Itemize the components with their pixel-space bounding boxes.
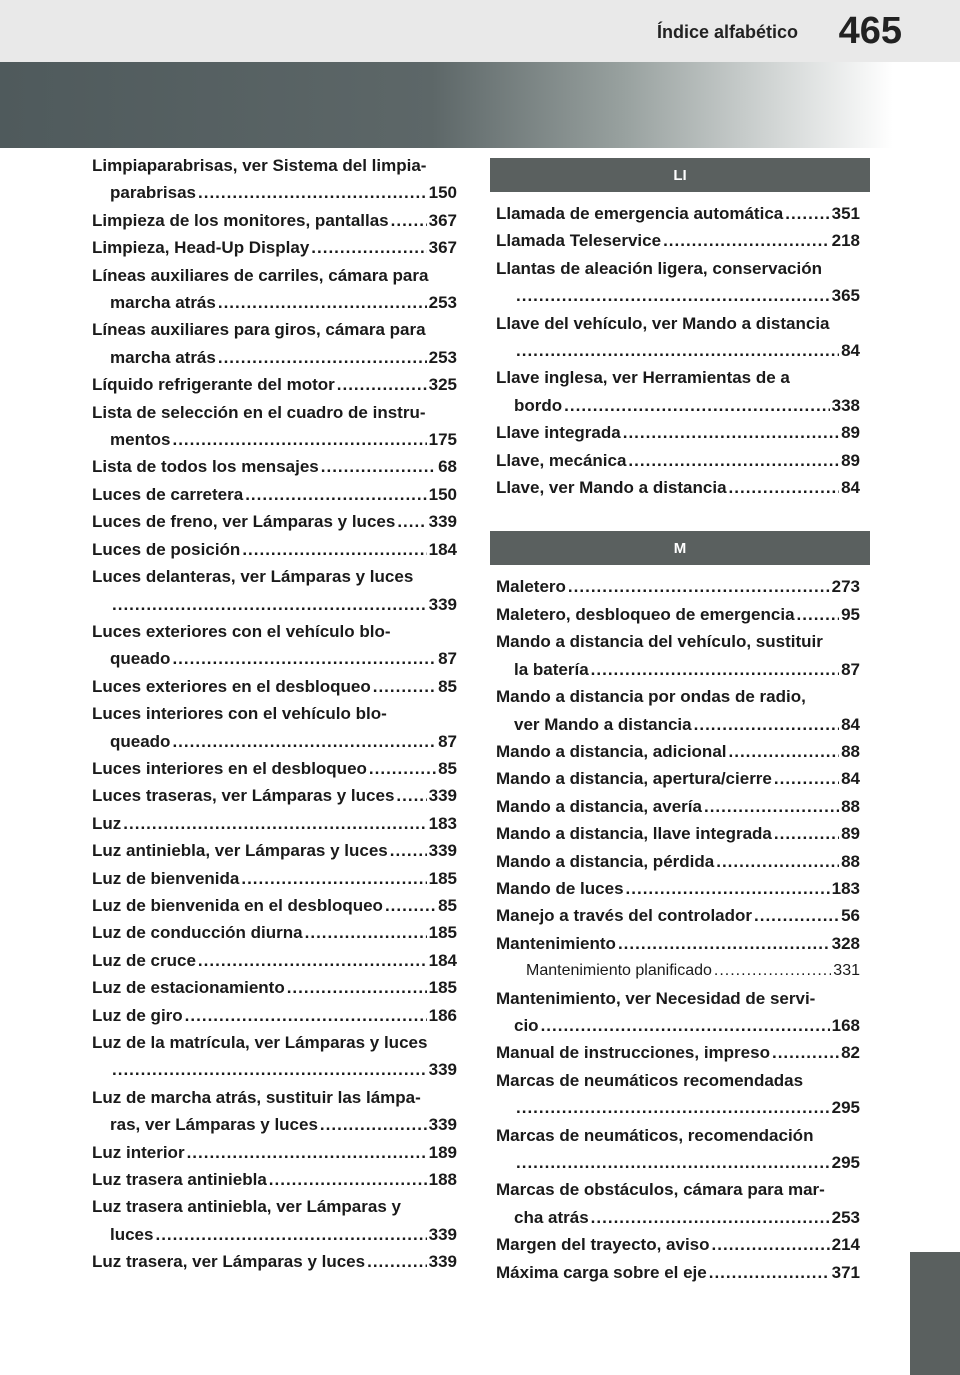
dot-leader [694,711,839,738]
entry-text: Manejo a través del controlador [496,906,753,926]
entry-page: 339 [428,1252,457,1272]
entry-text: Luz trasera antiniebla, ver Lámparas y [92,1197,401,1217]
entry-page: 84 [841,769,860,789]
entry-text: queado [110,649,171,669]
dot-leader [716,848,839,875]
entry-page: 87 [438,649,457,669]
dot-leader [369,755,436,782]
entry-text: Manual de instrucciones, impreso [496,1043,770,1063]
index-entry [496,337,860,364]
entry-text: Llamada Teleservice [496,231,662,251]
dot-leader [245,481,426,508]
index-entry [496,656,860,683]
entry-page: 89 [841,824,860,844]
entry-page: 84 [841,714,860,734]
entry-page: 184 [428,539,457,559]
index-entry [496,985,860,1012]
entry-text: Mando a distancia, pérdida [496,851,715,871]
entry-text: ver Mando a distancia [514,714,692,734]
dot-leader [172,728,436,755]
index-entry [92,865,457,892]
entry-page: 89 [841,423,860,443]
entry-text: Marcas de obstáculos, cámara para mar- [496,1180,825,1200]
index-entry [496,419,860,446]
entry-page: 339 [428,594,457,614]
entry-page: 88 [841,796,860,816]
dot-leader [709,1259,830,1286]
dot-leader [591,1204,830,1231]
entry-page: 338 [831,395,860,415]
entry-page: 150 [428,183,457,203]
entry-text: cio [514,1015,539,1035]
letter-header: LI [490,158,870,192]
entry-page: 339 [428,841,457,861]
header-bar [0,0,960,62]
index-entry [496,1149,860,1176]
side-tab [910,1252,960,1375]
index-entry [92,152,457,179]
index-entry [496,848,860,875]
entry-text: parabrisas [110,183,196,203]
entry-page: 185 [428,978,457,998]
dot-leader [714,957,831,984]
entry-text: Maletero, desbloqueo de emergencia [496,604,795,624]
entry-page: 371 [831,1262,860,1282]
index-entry [92,536,457,563]
entry-page: 150 [428,484,457,504]
dot-leader [516,337,839,364]
entry-page: 339 [428,512,457,532]
entry-page: 188 [428,1170,457,1190]
entry-text: Luz [92,813,122,833]
dot-leader [712,1231,830,1258]
entry-page: 295 [831,1153,860,1172]
entry-page: 339 [428,1060,457,1080]
dot-leader [390,837,427,864]
dot-leader [187,1139,427,1166]
dot-leader [241,865,426,892]
entry-text: Luz de cruce [92,950,196,970]
index-entry [496,255,860,282]
entry-page: 253 [428,293,457,313]
entry-text: marcha atrás [110,347,216,367]
index-entry [92,1248,457,1275]
index-entry [92,1111,457,1138]
index-entry [496,573,860,600]
entry-text: Llantas de aleación ligera, conservación [496,258,822,278]
entry-page: 185 [428,868,457,888]
dot-leader [311,234,426,261]
entry-text: Líquido refrigerante del motor [92,375,335,395]
entry-text: Máxima carga sobre el eje [496,1262,707,1282]
index-entry [92,728,457,755]
index-entry [496,628,860,655]
index-entry [92,1139,457,1166]
dot-leader [626,875,830,902]
index-entry [496,875,860,902]
letter-header: M [490,531,870,565]
dot-leader [337,371,427,398]
index-entry [496,1094,860,1121]
index-entry [92,810,457,837]
dot-leader [754,902,839,929]
index-entry [92,645,457,672]
index-entry [496,1012,860,1039]
entry-page: 87 [841,659,860,679]
entry-text: Mantenimiento, ver Necesidad de servi- [496,988,816,1008]
dot-leader [628,447,839,474]
entry-page: 85 [438,676,457,696]
index-entry [92,837,457,864]
entry-page: 331 [833,962,860,980]
dot-leader [112,591,427,618]
dot-leader [218,289,427,316]
index-entry [496,282,860,309]
index-entry [92,179,457,206]
dot-leader [396,782,426,809]
dot-leader [287,974,427,1001]
dot-leader [242,536,426,563]
entry-page: 189 [428,1142,457,1162]
entry-text: Lista de selección en el cuadro de instru- [92,402,426,422]
entry-text: Llave, ver Mando a distancia [496,478,727,498]
entry-text: la batería [514,659,589,679]
entry-text: Luz trasera antiniebla [92,1170,267,1190]
entry-text: Luces interiores con el vehículo blo- [92,704,387,724]
entry-text: Maletero [496,577,566,597]
index-entry [92,1193,457,1220]
entry-page: 175 [428,430,457,450]
entry-text: Lista de todos los mensajes [92,457,319,477]
entry-page: 68 [438,457,457,477]
index-entry [496,820,860,847]
dot-leader [320,1111,427,1138]
dot-leader [123,810,426,837]
entry-text: Luz trasera, ver Lámparas y luces [92,1252,366,1272]
entry-text: Llamada de emergencia automática [496,204,784,223]
dot-leader [516,1094,830,1121]
left-index-column [92,152,457,1276]
index-entry [496,1259,860,1286]
entry-text: luces [110,1224,154,1244]
entry-page: 253 [831,1207,860,1227]
entry-page: 88 [841,851,860,871]
page-number: 465 [838,10,902,52]
dot-leader [564,392,829,419]
entry-text: Luz antiniebla, ver Lámparas y luces [92,841,388,861]
index-entry [92,453,457,480]
index-subentry [496,957,860,984]
dot-leader [797,601,840,628]
entry-text: Limpieza de los monitores, pantallas [92,210,389,230]
dot-leader [623,419,839,446]
entry-text: Marcas de neumáticos recomendadas [496,1070,804,1090]
entry-text: Luces de carretera [92,484,244,504]
index-entry [92,1084,457,1111]
dot-leader [155,1221,426,1248]
dot-leader [305,919,427,946]
dot-leader [774,765,839,792]
index-entry [92,947,457,974]
entry-page: 84 [841,341,860,361]
entry-page: 82 [841,1043,860,1063]
entry-text: Luz de marcha atrás, sustituir las lámpa- [92,1087,421,1107]
index-entry [92,974,457,1001]
index-entry [496,1039,860,1066]
entry-page: 185 [428,923,457,943]
dot-leader [269,1166,427,1193]
index-entry [496,1231,860,1258]
entry-text: Luz de giro [92,1005,183,1025]
entry-page: 183 [831,878,860,898]
index-entry [496,930,860,957]
entry-text: Mando de luces [496,878,624,898]
entry-text: Marcas de neumáticos, recomendación [496,1125,814,1145]
index-entry [496,902,860,929]
index-entry [92,234,457,261]
index-entry [496,474,860,501]
index-entry [92,892,457,919]
entry-page: 214 [831,1235,860,1255]
entry-page: 85 [438,758,457,778]
dot-leader [198,947,427,974]
index-entry [92,508,457,535]
index-entry [92,207,457,234]
index-entry [496,1176,860,1203]
index-entry [496,601,860,628]
dot-leader [172,645,436,672]
entry-text: Luz de bienvenida [92,868,240,888]
entry-page: 56 [841,906,860,926]
entry-page: 85 [438,895,457,915]
entry-text: bordo [514,395,563,415]
right-index-column [496,158,860,1286]
entry-text: mentos [110,430,171,450]
index-entry [92,755,457,782]
entry-page: 218 [831,231,860,251]
index-entry [92,399,457,426]
entry-text: queado [110,731,171,751]
index-entry [496,1122,860,1149]
entry-text: Luces traseras, ver Lámparas y luces [92,786,395,806]
index-entry [92,1166,457,1193]
entry-text: Mantenimiento [496,933,616,953]
entry-text: marcha atrás [110,293,216,313]
index-entry [92,919,457,946]
header-banner [0,62,960,148]
dot-leader [774,820,839,847]
entry-page: 168 [831,1015,860,1035]
entry-text: Luz de la matrícula, ver Lámparas y luces [92,1033,428,1052]
entry-text: Luces interiores en el desbloqueo [92,758,367,778]
index-entry [92,481,457,508]
entry-text: Luces de freno, ver Lámparas y luces [92,512,396,532]
index-entry [92,426,457,453]
entry-text: Llave, mecánica [496,450,627,470]
dot-leader [198,179,427,206]
dot-leader [112,1056,427,1083]
index-entry [92,1056,457,1083]
dot-leader [785,200,829,227]
index-entry [92,673,457,700]
entry-text: Luz interior [92,1142,185,1162]
index-entry [92,1221,457,1248]
entry-text: Luces exteriores con el vehículo blo- [92,621,391,641]
entry-page: 88 [841,741,860,761]
entry-text: Luz de conducción diurna [92,923,303,943]
index-entry [92,1002,457,1029]
entry-page: 367 [428,210,457,230]
entry-text: ras, ver Lámparas y luces [110,1115,318,1135]
entry-text: Limpieza, Head-Up Display [92,238,310,258]
dot-leader [172,426,426,453]
entry-page: 339 [428,786,457,806]
index-entry [92,563,457,590]
section-title: Índice alfabético [656,22,798,42]
index-entry [496,765,860,792]
index-entry [496,392,860,419]
entry-text: Líneas auxiliares de carriles, cámara para [92,265,429,285]
index-entry [92,262,457,289]
entry-text: Luces delanteras, ver Lámparas y luces [92,567,414,587]
index-entry [496,683,860,710]
entry-text: Luces de posición [92,539,241,559]
entry-page: 367 [428,238,457,258]
dot-leader [729,474,840,501]
entry-text: Llave inglesa, ver Herramientas de a [496,368,790,388]
entry-text: Mando a distancia, avería [496,796,702,816]
entry-text: Luces exteriores en el desbloqueo [92,676,371,696]
dot-leader [729,738,840,765]
index-entry [92,591,457,618]
dot-leader [541,1012,830,1039]
entry-text: Margen del trayecto, aviso [496,1235,710,1255]
dot-leader [772,1039,839,1066]
dot-leader [321,453,436,480]
dot-leader [704,793,839,820]
entry-text: Llave integrada [496,423,621,443]
dot-leader [663,227,830,254]
index-entry [496,310,860,337]
dot-leader [516,282,830,309]
entry-page: 325 [428,375,457,395]
dot-leader [397,508,426,535]
entry-page: 186 [428,1005,457,1025]
entry-text: Mando a distancia, adicional [496,741,727,761]
entry-text: Mando a distancia, apertura/cierre [496,769,772,789]
index-entry [92,344,457,371]
index-entry [496,1204,860,1231]
index-entry [496,738,860,765]
index-entry [92,1029,457,1056]
dot-leader [218,344,427,371]
index-entry [496,793,860,820]
entry-text: Mando a distancia, llave integrada [496,824,772,844]
index-entry [496,1067,860,1094]
entry-text: Mando a distancia por ondas de radio, [496,687,806,707]
dot-leader [185,1002,427,1029]
dot-leader [591,656,839,683]
dot-leader [618,930,830,957]
dot-leader [385,892,436,919]
index-entry [92,289,457,316]
dot-leader [568,573,830,600]
index-entry [92,316,457,343]
entry-page: 339 [428,1224,457,1244]
index-entry [496,364,860,391]
entry-text: cha atrás [514,1207,589,1227]
index-entry [92,782,457,809]
entry-page: 339 [428,1115,457,1135]
entry-text: Luz de estacionamiento [92,978,285,998]
entry-text: Mantenimiento planificado [526,962,712,980]
index-entry [496,227,860,254]
entry-page: 183 [428,813,457,833]
entry-text: Luz de bienvenida en el desbloqueo [92,895,383,915]
entry-page: 184 [428,950,457,970]
dot-leader [516,1149,830,1176]
index-entry [92,371,457,398]
dot-leader [373,673,436,700]
entry-page: 87 [438,731,457,751]
index-entry [496,711,860,738]
entry-text: Llave del vehículo, ver Mando a distancia [496,313,830,333]
entry-text: Líneas auxiliares para giros, cámara para [92,320,426,340]
entry-text: Limpiaparabrisas, ver Sistema del limpia- [92,156,427,175]
entry-page: 295 [831,1098,860,1118]
entry-page: 89 [841,450,860,470]
section-spacer [496,501,860,531]
index-entry [496,447,860,474]
entry-page: 253 [428,347,457,367]
entry-page: 365 [831,286,860,306]
entry-page: 273 [831,577,860,597]
index-entry [92,700,457,727]
entry-page: 328 [831,933,860,953]
index-entry [92,618,457,645]
entry-page: 95 [841,604,860,624]
entry-page: 84 [841,478,860,498]
index-entry [496,200,860,227]
entry-page: 351 [831,204,860,223]
dot-leader [367,1248,427,1275]
entry-text: Mando a distancia del vehículo, sustituir [496,632,823,652]
dot-leader [391,207,427,234]
